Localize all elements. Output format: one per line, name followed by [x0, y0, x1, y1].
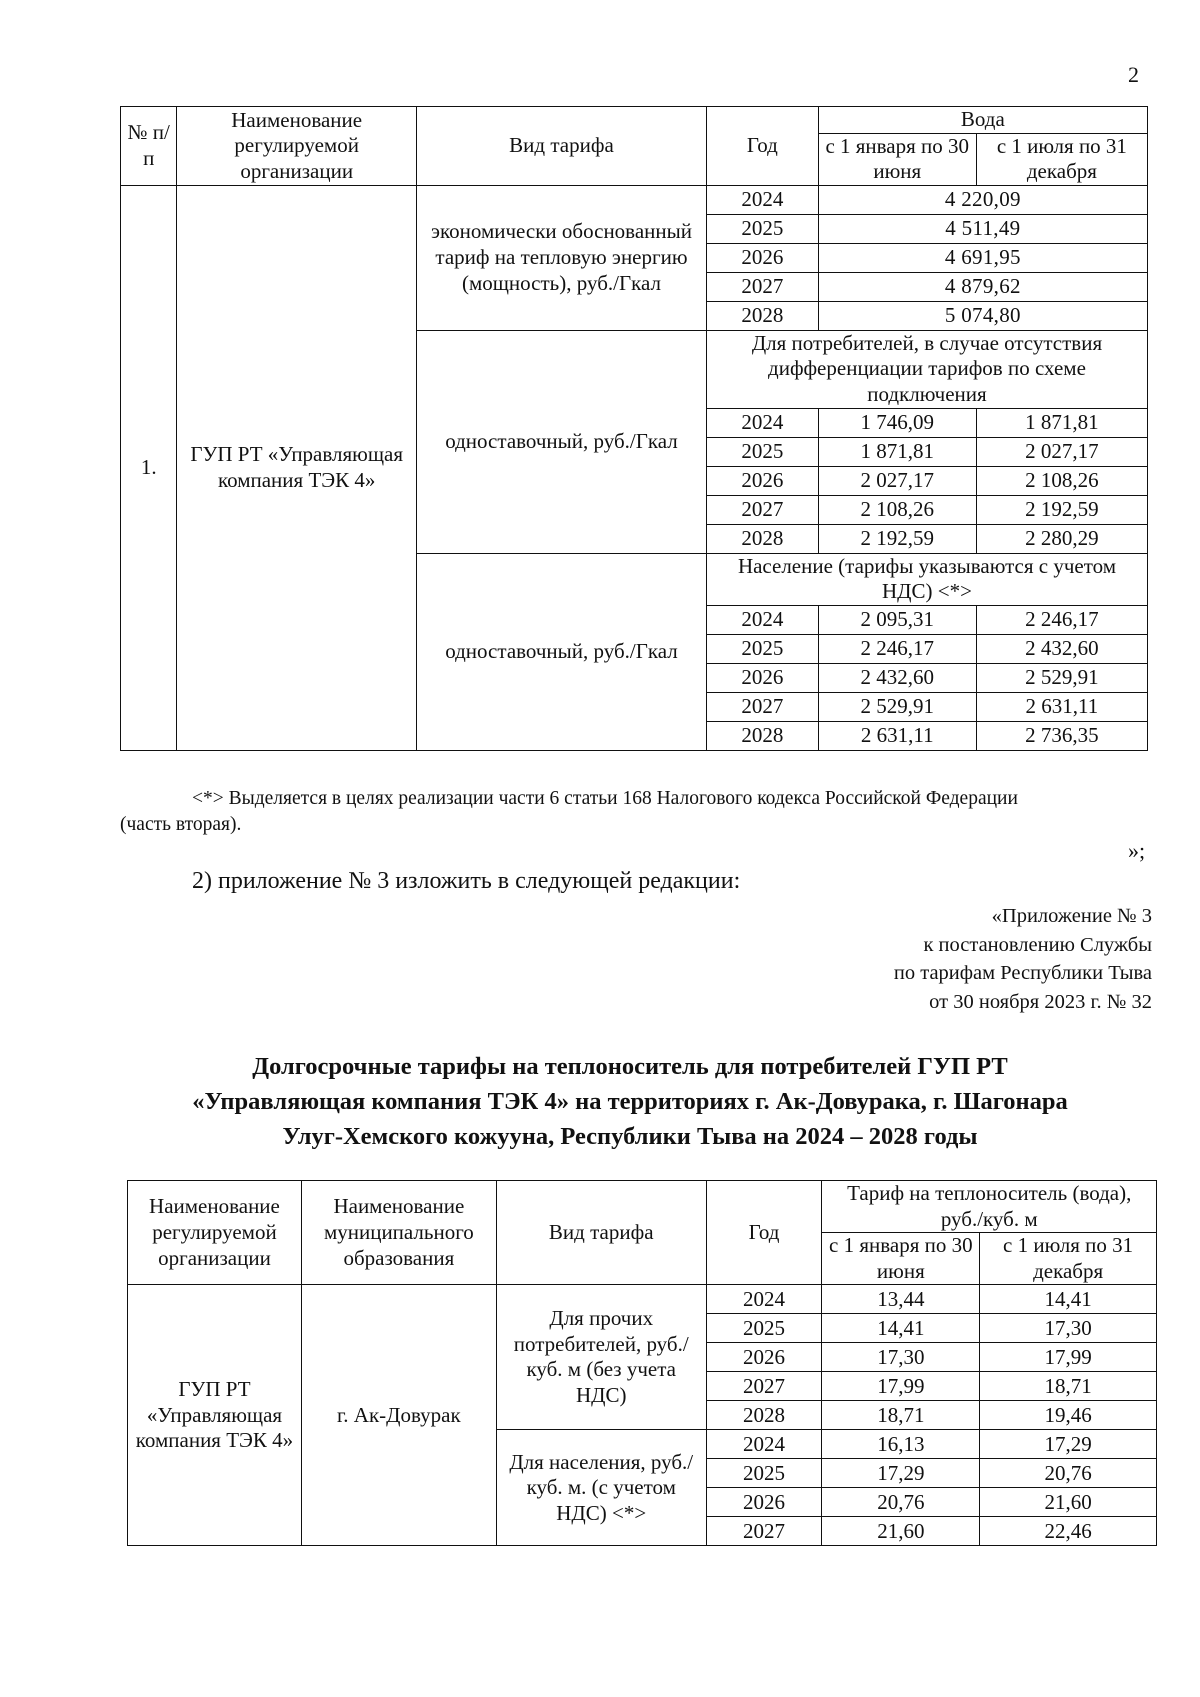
value-cell: 2 095,31: [818, 605, 976, 634]
closing-quote: »;: [1128, 838, 1146, 863]
value-cell: 2 108,26: [976, 466, 1147, 495]
year-cell: 2026: [706, 243, 818, 272]
col-header-number: № п/п: [121, 107, 177, 186]
consumers-section-header: Для потребителей, в случае отсутствия дифференциации тарифов по схеме подключения: [706, 330, 1147, 408]
value-cell: 14,41: [822, 1314, 980, 1343]
population-section-header: Население (тарифы указываются с учетом НДС) <*>: [706, 553, 1147, 605]
value-cell: 2 432,60: [818, 663, 976, 692]
year-cell: 2027: [706, 692, 818, 721]
appendix-line: от 30 ноября 2023 г. № 32: [929, 991, 1152, 1014]
title-line: Улуг-Хемского кожууна, Республики Тыва на 2024 – 2028 годы: [282, 1122, 978, 1150]
coolant-tariff-table: [127, 1180, 1157, 1546]
value-cell: 19,46: [980, 1401, 1157, 1430]
year-cell: 2028: [706, 524, 818, 553]
heat-tariff-table: [120, 106, 1148, 751]
year-cell: 2026: [706, 466, 818, 495]
econ-tariff-label: экономически обоснованный тариф на тепловую энергию (мощность), руб./Гкал: [417, 185, 707, 330]
value-cell: 17,29: [822, 1459, 980, 1488]
year-cell: 2027: [706, 1372, 822, 1401]
value-cell: 2 529,91: [818, 692, 976, 721]
year-cell: 2024: [706, 408, 818, 437]
organization-name: ГУП РТ «Управляющая компания ТЭК 4»: [128, 1285, 302, 1546]
year-cell: 2026: [706, 663, 818, 692]
value-cell: 5 074,80: [818, 301, 1147, 330]
value-cell: 20,76: [822, 1488, 980, 1517]
year-cell: 2026: [706, 1343, 822, 1372]
consumers-tariff-label: одноставочный, руб./Гкал: [417, 330, 707, 553]
population-label: Для населения, руб./куб. м. (с учетом НДС) <*>: [496, 1430, 706, 1546]
col-header-tariff: Тариф на теплоноситель (вода), руб./куб. м: [822, 1181, 1157, 1233]
year-cell: 2027: [706, 1517, 822, 1546]
year-cell: 2027: [706, 272, 818, 301]
value-cell: 2 027,17: [976, 437, 1147, 466]
appendix-line: «Приложение № 3: [991, 905, 1152, 927]
value-cell: 20,76: [980, 1459, 1157, 1488]
appendix-line: к постановлению Службы: [923, 933, 1152, 956]
value-cell: 2 432,60: [976, 634, 1147, 663]
value-cell: 2 736,35: [976, 721, 1147, 750]
value-cell: 14,41: [980, 1285, 1157, 1314]
appendix-line: по тарифам Республики Тыва: [893, 962, 1152, 985]
year-cell: 2025: [706, 214, 818, 243]
year-cell: 2025: [706, 1459, 822, 1488]
value-cell: 13,44: [822, 1285, 980, 1314]
value-cell: 21,60: [822, 1517, 980, 1546]
footnote-line-1: <*> Выделяется в целях реализации части 6 статьи 168 Налогового кодекса Российской Федерации: [192, 788, 1018, 809]
year-cell: 2026: [706, 1488, 822, 1517]
title-line: Долгосрочные тарифы на теплоноситель для потребителей ГУП РТ: [252, 1053, 1008, 1080]
value-cell: 17,29: [980, 1430, 1157, 1459]
col-header-tariff-type: Вид тарифа: [496, 1181, 706, 1285]
year-cell: 2028: [706, 1401, 822, 1430]
col-header-period-1: с 1 января по 30 июня: [818, 133, 976, 185]
year-cell: 2025: [706, 634, 818, 663]
year-cell: 2028: [706, 721, 818, 750]
year-cell: 2024: [706, 1285, 822, 1314]
row-number: 1.: [121, 185, 177, 750]
value-cell: 17,99: [980, 1343, 1157, 1372]
municipality-name: г. Ак-Довурак: [301, 1285, 496, 1546]
organization-name: ГУП РТ «Управляющая компания ТЭК 4»: [177, 185, 417, 750]
value-cell: 2 246,17: [818, 634, 976, 663]
value-cell: 18,71: [822, 1401, 980, 1430]
document-title: [110, 1050, 1150, 1154]
col-header-municipality: Наименование муниципального образования: [301, 1181, 496, 1285]
value-cell: 1 871,81: [976, 408, 1147, 437]
year-cell: 2025: [706, 437, 818, 466]
value-cell: 2 246,17: [976, 605, 1147, 634]
appendix-reference: [894, 902, 1152, 1017]
value-cell: 17,30: [822, 1343, 980, 1372]
value-cell: 4 220,09: [818, 185, 1147, 214]
year-cell: 2027: [706, 495, 818, 524]
col-header-water: Вода: [818, 107, 1147, 134]
col-header-year: Год: [706, 1181, 822, 1285]
value-cell: 17,99: [822, 1372, 980, 1401]
value-cell: 2 529,91: [976, 663, 1147, 692]
amendment-text: 2) приложение № 3 изложить в следующей редакции:: [192, 868, 741, 894]
col-header-period-2: с 1 июля по 31 декабря: [980, 1233, 1157, 1285]
year-cell: 2024: [706, 605, 818, 634]
value-cell: 4 691,95: [818, 243, 1147, 272]
value-cell: 21,60: [980, 1488, 1157, 1517]
value-cell: 17,30: [980, 1314, 1157, 1343]
col-header-tariff-type: Вид тарифа: [417, 107, 707, 186]
footnote-line-2: (часть вторая).: [120, 814, 242, 836]
value-cell: 22,46: [980, 1517, 1157, 1546]
value-cell: 2 631,11: [976, 692, 1147, 721]
year-cell: 2024: [706, 185, 818, 214]
value-cell: 1 746,09: [818, 408, 976, 437]
value-cell: 16,13: [822, 1430, 980, 1459]
footnote: [120, 786, 1150, 839]
col-header-period-1: с 1 января по 30 июня: [822, 1233, 980, 1285]
col-header-period-2: с 1 июля по 31 декабря: [976, 133, 1147, 185]
value-cell: 2 631,11: [818, 721, 976, 750]
value-cell: 18,71: [980, 1372, 1157, 1401]
value-cell: 2 192,59: [976, 495, 1147, 524]
value-cell: 4 511,49: [818, 214, 1147, 243]
other-consumers-label: Для прочих потребителей, руб./куб. м (без учета НДС): [496, 1285, 706, 1430]
value-cell: 4 879,62: [818, 272, 1147, 301]
population-tariff-label: одноставочный, руб./Гкал: [417, 553, 707, 750]
year-cell: 2028: [706, 301, 818, 330]
value-cell: 2 192,59: [818, 524, 976, 553]
page-number: 2: [1128, 62, 1139, 87]
col-header-organization: Наименование регулируемой организации: [177, 107, 417, 186]
value-cell: 2 027,17: [818, 466, 976, 495]
value-cell: 2 108,26: [818, 495, 976, 524]
title-line: «Управляющая компания ТЭК 4» на территориях г. Ак-Довурака, г. Шагонара: [192, 1087, 1068, 1115]
year-cell: 2025: [706, 1314, 822, 1343]
col-header-year: Год: [706, 107, 818, 186]
value-cell: 2 280,29: [976, 524, 1147, 553]
col-header-organization: Наименование регулируемой организации: [128, 1181, 302, 1285]
value-cell: 1 871,81: [818, 437, 976, 466]
year-cell: 2024: [706, 1430, 822, 1459]
